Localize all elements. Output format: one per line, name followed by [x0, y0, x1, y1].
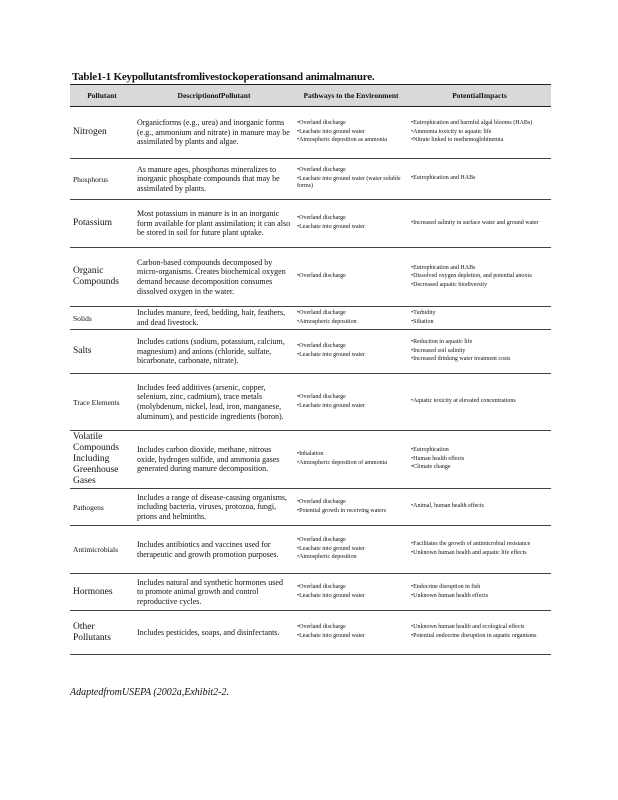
pollutant-cell: Volatile Compounds Including Greenhouse Gases: [70, 431, 134, 489]
description-cell: Includes feed additives (arsenic, copper, selenium, zinc, cadmium), trace metals (molybdenum, nickel, lead, iron, manganese, aluminum), and pesticide ingredients (boron).: [134, 374, 294, 431]
pollutant-cell: Antimicrobials: [70, 526, 134, 574]
pathway-item: • Overland discharge: [297, 120, 405, 128]
impact-item: • Turbidity: [411, 310, 548, 318]
description-cell: Carbon-based compounds decomposed by micro-organisms. Creates biochemical oxygen demand because decomposition consumes dissolved oxygen in the water.: [134, 248, 294, 307]
impacts-cell: [408, 374, 551, 431]
impacts-cell: [408, 307, 551, 330]
pathways-cell: [294, 330, 408, 374]
pollutant-cell: Solids: [70, 307, 134, 330]
table-row: [70, 374, 551, 431]
impact-item: • Facilitates the growth of antimicrobial resistance: [411, 541, 548, 549]
table-row: [70, 526, 551, 574]
impact-item: • Increased drinking water treatment costs: [411, 356, 548, 364]
pathways-cell: [294, 526, 408, 574]
pathway-item: • Leachate into ground water: [297, 633, 405, 641]
pollutant-cell: Phosphorus: [70, 159, 134, 200]
impacts-cell: [408, 200, 551, 248]
impact-item: • Increased soil salinity: [411, 348, 548, 356]
description-cell: Includes antibiotics and vaccines used for therapeutic and growth promotion purposes.: [134, 526, 294, 574]
table-header-row: [70, 85, 551, 107]
table-row: [70, 611, 551, 655]
pathway-item: • Overland discharge: [297, 167, 405, 175]
pollutant-cell: Nitrogen: [70, 107, 134, 159]
impact-item: • Human health effects: [411, 456, 548, 464]
header-impacts: PotentialImpacts: [408, 85, 551, 107]
description-cell: Includes manure, feed, bedding, hair, feathers, and dead livestock.: [134, 307, 294, 330]
impact-item: • Ammonia toxicity to aquatic life: [411, 129, 548, 137]
description-cell: Organicforms (e.g., urea) and inorganic forms (e.g., ammonium and nitrate) in manure may be assimilated by plants and algae.: [134, 107, 294, 159]
impacts-cell: [408, 330, 551, 374]
table-body: [70, 107, 551, 655]
impact-item: • Unknown human health and aquatic life effects: [411, 550, 548, 558]
description-cell: Includes a range of disease-causing organisms, including bacteria, viruses, protozoa, fungi, prions and helminths.: [134, 489, 294, 526]
pathway-item: • Overland discharge: [297, 584, 405, 592]
pathways-cell: [294, 200, 408, 248]
impact-item: • Endocrine disruption in fish: [411, 584, 548, 592]
table-row: [70, 159, 551, 200]
pathway-item: • Overland discharge: [297, 394, 405, 402]
pollutant-cell: Pathogens: [70, 489, 134, 526]
impact-item: • Climate change: [411, 464, 548, 472]
table-row: [70, 330, 551, 374]
pathways-cell: [294, 107, 408, 159]
pathway-item: • Leachate into ground water: [297, 224, 405, 232]
pathway-item: • Atmospheric deposition as ammonia: [297, 137, 405, 145]
pollutant-cell: Potassium: [70, 200, 134, 248]
pathways-cell: [294, 159, 408, 200]
description-cell: Most potassium in manure is in an inorganic form available for plant assimilation; it can also be stored in soil for future plant uptake.: [134, 200, 294, 248]
pathway-item: • Inhalation: [297, 451, 405, 459]
pathways-cell: [294, 374, 408, 431]
impact-item: • Nitrate linked to methemoglobinemia: [411, 137, 548, 145]
impact-item: • Decreased aquatic biodiversity: [411, 282, 548, 290]
description-cell: Includes natural and synthetic hormones used to promote animal growth and control reproductive cycles.: [134, 574, 294, 611]
pathway-item: • Overland discharge: [297, 310, 405, 318]
pathway-item: • Leachate into ground water: [297, 546, 405, 554]
pollutant-cell: Salts: [70, 330, 134, 374]
impacts-cell: [408, 159, 551, 200]
impact-item: • Reduction in aquatic life: [411, 339, 548, 347]
impact-item: • Eutrophication and harmful algal blooms (HABs): [411, 120, 548, 128]
pathway-item: • Overland discharge: [297, 215, 405, 223]
pollutant-cell: Trace Elements: [70, 374, 134, 431]
pathways-cell: [294, 431, 408, 489]
header-pathways: Pathways to the Environment: [294, 85, 408, 107]
table-row: [70, 574, 551, 611]
pollutant-cell: Hormones: [70, 574, 134, 611]
pathway-item: • Atmospheric deposition of ammonia: [297, 460, 405, 468]
impact-item: • Eutrophication and HABs: [411, 175, 548, 183]
pathway-item: • Leachate into ground water: [297, 593, 405, 601]
pathway-item: • Atmospheric deposition: [297, 554, 405, 562]
pathway-item: • Overland discharge: [297, 624, 405, 632]
pathways-cell: [294, 611, 408, 655]
impact-item: • Unknown human health and ecological effects: [411, 624, 548, 632]
pollutant-cell: Other Pollutants: [70, 611, 134, 655]
pathway-item: • Leachate into ground water: [297, 352, 405, 360]
header-pollutant: Pollutant: [70, 85, 134, 107]
pathways-cell: [294, 574, 408, 611]
description-cell: As manure ages, phosphorus mineralizes to inorganic phosphate compounds that may be assimilated by plants.: [134, 159, 294, 200]
description-cell: Includes cations (sodium, potassium, calcium, magnesium) and anions (chloride, sulfate, bicarbonate, carbonate, nitrate).: [134, 330, 294, 374]
pathway-item: • Leachate into ground water: [297, 403, 405, 411]
impact-item: • Siltation: [411, 319, 548, 327]
pathways-cell: [294, 307, 408, 330]
pollutant-cell: Organic Compounds: [70, 248, 134, 307]
pathway-item: • Leachate into ground water (water soluble forms): [297, 176, 405, 191]
pathway-item: • Potential growth in receiving waters: [297, 508, 405, 516]
pathway-item: • Overland discharge: [297, 499, 405, 507]
table-row: [70, 431, 551, 489]
impact-item: • Animal, human health effects: [411, 503, 548, 511]
impact-item: • Eutrophication and HABs: [411, 265, 548, 273]
description-cell: Includes carbon dioxide, methane, nitrous oxide, hydrogen sulfide, and ammonia gases generated during manure decomposition.: [134, 431, 294, 489]
pathway-item: • Overland discharge: [297, 343, 405, 351]
table-row: [70, 200, 551, 248]
impact-item: • Aquatic toxicity at elevated concentrations: [411, 398, 548, 406]
table-row: [70, 107, 551, 159]
pathways-cell: [294, 248, 408, 307]
pathway-item: • Leachate into ground water: [297, 129, 405, 137]
impact-item: • Unknown human health effects: [411, 593, 548, 601]
header-description: DescriptionofPollutant: [134, 85, 294, 107]
impact-item: • Eutrophication: [411, 447, 548, 455]
table-row: [70, 489, 551, 526]
impact-item: • Increased salinity in surface water and ground water: [411, 220, 548, 228]
table-row: [70, 307, 551, 330]
pathway-item: • Overland discharge: [297, 537, 405, 545]
impact-item: • Potential endocrine disruption in aquatic organisms: [411, 633, 548, 641]
impacts-cell: [408, 248, 551, 307]
impacts-cell: [408, 431, 551, 489]
impacts-cell: [408, 526, 551, 574]
impacts-cell: [408, 489, 551, 526]
impacts-cell: [408, 107, 551, 159]
description-cell: Includes pesticides, soaps, and disinfectants.: [134, 611, 294, 655]
impact-item: • Dissolved oxygen depletion, and potential anoxia: [411, 273, 548, 281]
table-title: Table1-1 Keypollutantsfromlivestockoperationsand animalmanure.: [72, 71, 375, 83]
impacts-cell: [408, 611, 551, 655]
source-note: AdaptedfromUSEPA (2002a,Exhibit2-2.: [70, 687, 229, 698]
pathway-item: • Overland discharge: [297, 273, 405, 281]
pathway-item: • Atmospheric deposition: [297, 319, 405, 327]
impacts-cell: [408, 574, 551, 611]
pathways-cell: [294, 489, 408, 526]
table-row: [70, 248, 551, 307]
pollutants-table: [70, 84, 551, 655]
